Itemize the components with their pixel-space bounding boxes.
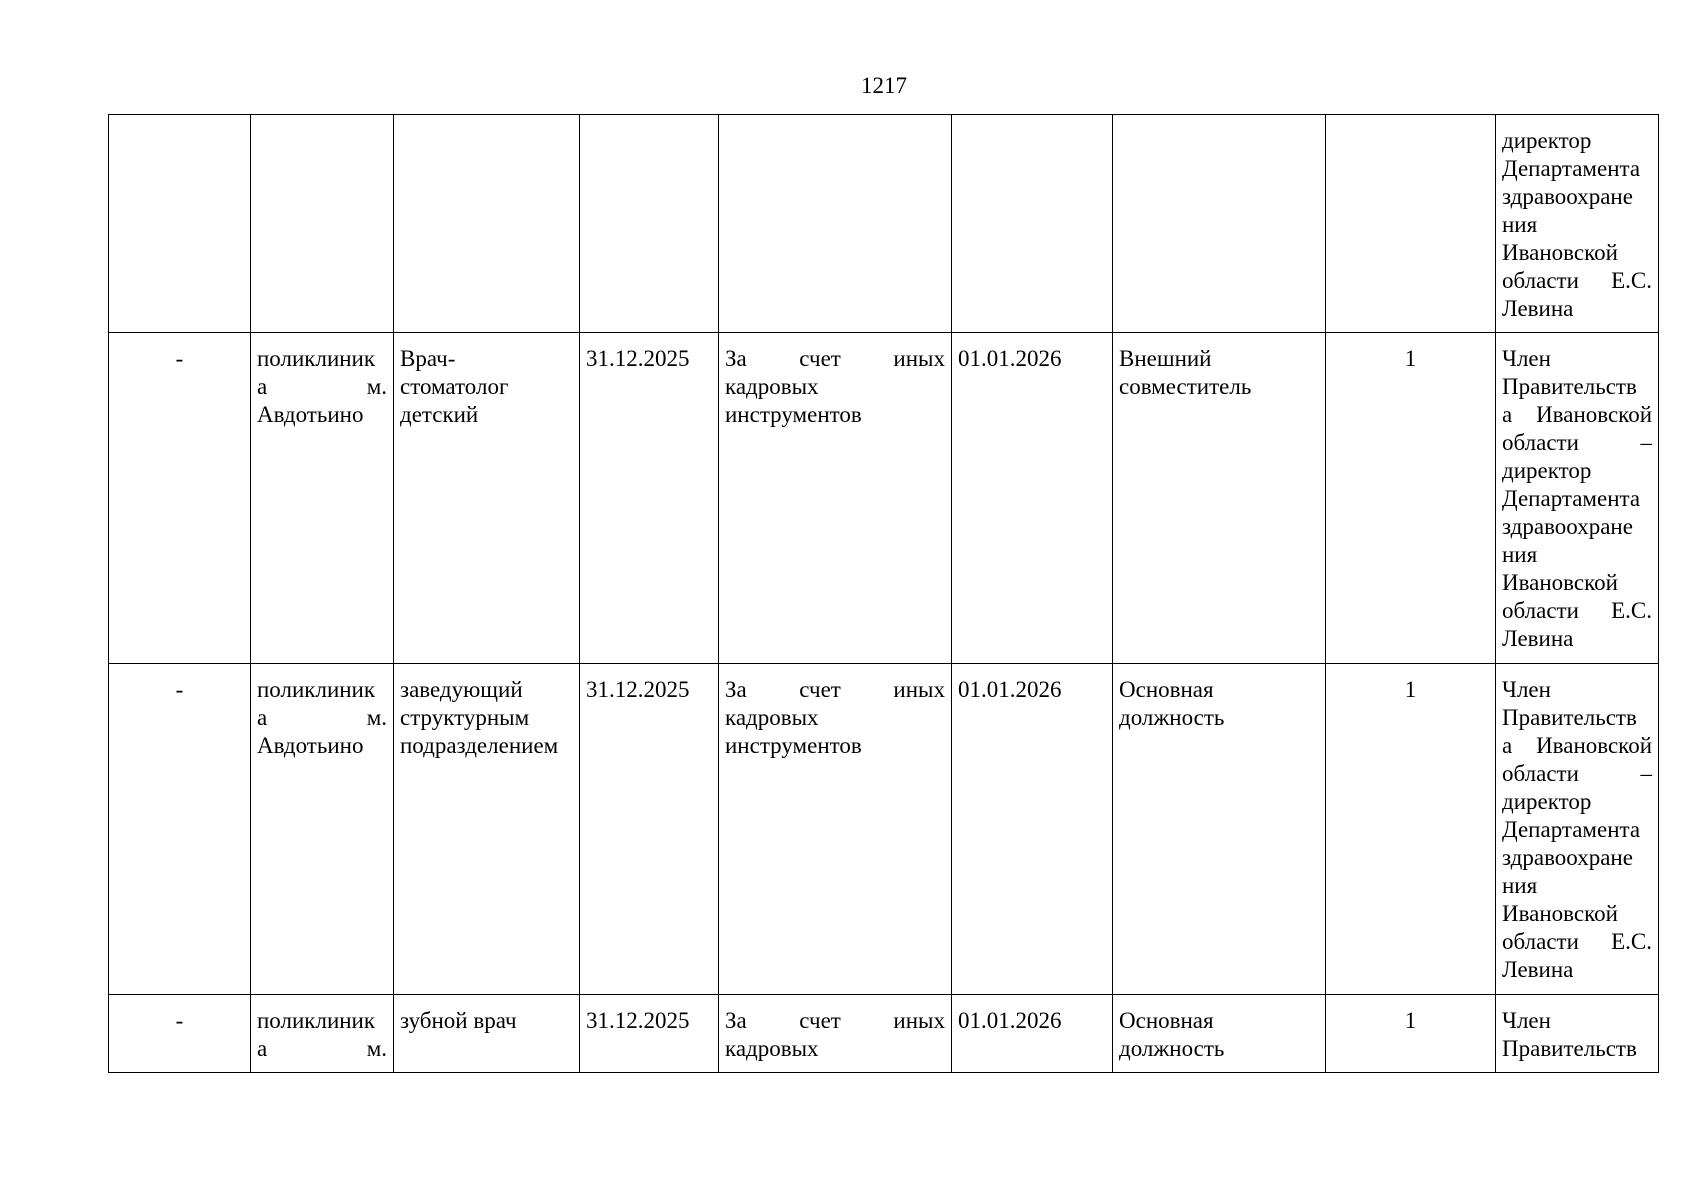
position-cell — [394, 664, 580, 995]
source-cell — [719, 115, 952, 333]
responsible-cell-line: а Ивановской — [1502, 733, 1652, 758]
source-cell-line: кадровых — [725, 374, 819, 399]
count-cell: 1 — [1326, 333, 1496, 664]
position-cell — [394, 115, 580, 333]
position-cell-line: зубной врач — [400, 1008, 517, 1033]
page-number: 1217 — [861, 73, 907, 98]
responsible-cell-line: директор — [1502, 128, 1592, 153]
source-cell — [719, 995, 952, 1073]
source-cell-line: За счет иных — [725, 677, 945, 702]
responsible-cell-line: Левина — [1502, 957, 1574, 982]
responsible-cell-line: Правительств — [1502, 705, 1637, 730]
row-marker: - — [109, 995, 251, 1073]
responsible-cell-line: Департамента — [1502, 486, 1641, 511]
table-row — [109, 115, 1659, 333]
institution-cell-line: поликлиник — [257, 677, 376, 702]
position-cell-line: заведующий — [400, 677, 523, 702]
source-cell-line: инструментов — [725, 402, 862, 427]
employment-type-cell-line: Основная — [1119, 677, 1214, 702]
position-cell-line: детский — [400, 402, 479, 427]
employment-type-cell-line: должность — [1119, 705, 1225, 730]
employment-type-cell — [1113, 333, 1326, 664]
employment-type-cell — [1113, 995, 1326, 1073]
institution-cell — [251, 115, 394, 333]
row-marker: - — [109, 664, 251, 995]
responsible-cell-line: Департамента — [1502, 156, 1641, 181]
responsible-cell-line: ния — [1502, 873, 1538, 898]
source-cell — [719, 333, 952, 664]
responsible-cell — [1496, 995, 1659, 1073]
institution-cell — [251, 333, 394, 664]
position-cell-line: подразделением — [400, 733, 559, 758]
start-date-cell — [952, 115, 1113, 333]
responsible-cell-line: области – — [1502, 430, 1652, 455]
responsible-cell-line: Левина — [1502, 296, 1574, 321]
institution-cell-line: Авдотьино — [257, 733, 364, 758]
responsible-cell — [1496, 333, 1659, 664]
responsible-cell-line: здравоохране — [1502, 184, 1633, 209]
responsible-cell — [1496, 664, 1659, 995]
responsible-cell-line: области – — [1502, 761, 1652, 786]
institution-cell-line: Авдотьино — [257, 402, 364, 427]
source-cell-line: кадровых — [725, 1036, 819, 1061]
employment-type-cell-line: совместитель — [1119, 374, 1252, 399]
source-cell-line: кадровых — [725, 705, 819, 730]
employment-type-cell-line: должность — [1119, 1036, 1225, 1061]
responsible-cell-line: Правительств — [1502, 1036, 1637, 1061]
institution-cell-line: поликлиник — [257, 1008, 376, 1033]
institution-cell-line: а м. — [257, 1036, 387, 1061]
responsible-cell-line: области Е.С. — [1502, 268, 1652, 293]
institution-cell-line: а м. — [257, 374, 387, 399]
source-cell-line: За счет иных — [725, 1008, 945, 1033]
end-date-cell — [580, 115, 719, 333]
source-cell-line: За счет иных — [725, 346, 945, 371]
table-row — [109, 664, 1659, 995]
position-cell-line: Врач- — [400, 346, 456, 371]
start-date-cell: 01.01.2026 — [952, 995, 1113, 1073]
responsible-cell-line: здравоохране — [1502, 845, 1633, 870]
row-marker — [109, 115, 251, 333]
employment-type-cell — [1113, 664, 1326, 995]
end-date-cell: 31.12.2025 — [580, 333, 719, 664]
responsible-cell-line: Ивановской — [1502, 901, 1618, 926]
responsible-cell-line: ния — [1502, 542, 1538, 567]
responsible-cell-line: Член — [1502, 1008, 1551, 1033]
end-date-cell: 31.12.2025 — [580, 664, 719, 995]
position-cell — [394, 995, 580, 1073]
start-date-cell: 01.01.2026 — [952, 664, 1113, 995]
count-cell: 1 — [1326, 995, 1496, 1073]
end-date-cell: 31.12.2025 — [580, 995, 719, 1073]
count-cell — [1326, 115, 1496, 333]
responsible-cell-line: области Е.С. — [1502, 929, 1652, 954]
employment-type-cell-line: Внешний — [1119, 346, 1212, 371]
institution-cell-line: а м. — [257, 705, 387, 730]
responsible-cell-line: а Ивановской — [1502, 402, 1652, 427]
responsible-cell-line: здравоохране — [1502, 514, 1633, 539]
responsible-cell — [1496, 115, 1659, 333]
position-cell-line: структурным — [400, 705, 530, 730]
source-cell — [719, 664, 952, 995]
responsible-cell-line: области Е.С. — [1502, 598, 1652, 623]
start-date-cell: 01.01.2026 — [952, 333, 1113, 664]
responsible-cell-line: Правительств — [1502, 374, 1637, 399]
responsible-cell-line: Ивановской — [1502, 570, 1618, 595]
employment-type-cell — [1113, 115, 1326, 333]
institution-cell — [251, 995, 394, 1073]
institution-cell — [251, 664, 394, 995]
responsible-cell-line: ния — [1502, 212, 1538, 237]
responsible-cell-line: Ивановской — [1502, 240, 1618, 265]
employment-type-cell-line: Основная — [1119, 1008, 1214, 1033]
position-cell — [394, 333, 580, 664]
responsible-cell-line: Департамента — [1502, 817, 1641, 842]
table-row — [109, 333, 1659, 664]
table-row — [109, 995, 1659, 1073]
institution-cell-line: поликлиник — [257, 346, 376, 371]
responsible-cell-line: директор — [1502, 789, 1592, 814]
row-marker: - — [109, 333, 251, 664]
responsible-cell-line: Член — [1502, 677, 1551, 702]
source-cell-line: инструментов — [725, 733, 862, 758]
responsible-cell-line: Член — [1502, 346, 1551, 371]
position-cell-line: стоматолог — [400, 374, 509, 399]
vacancy-table — [108, 114, 1659, 1073]
responsible-cell-line: директор — [1502, 458, 1592, 483]
responsible-cell-line: Левина — [1502, 626, 1574, 651]
count-cell: 1 — [1326, 664, 1496, 995]
